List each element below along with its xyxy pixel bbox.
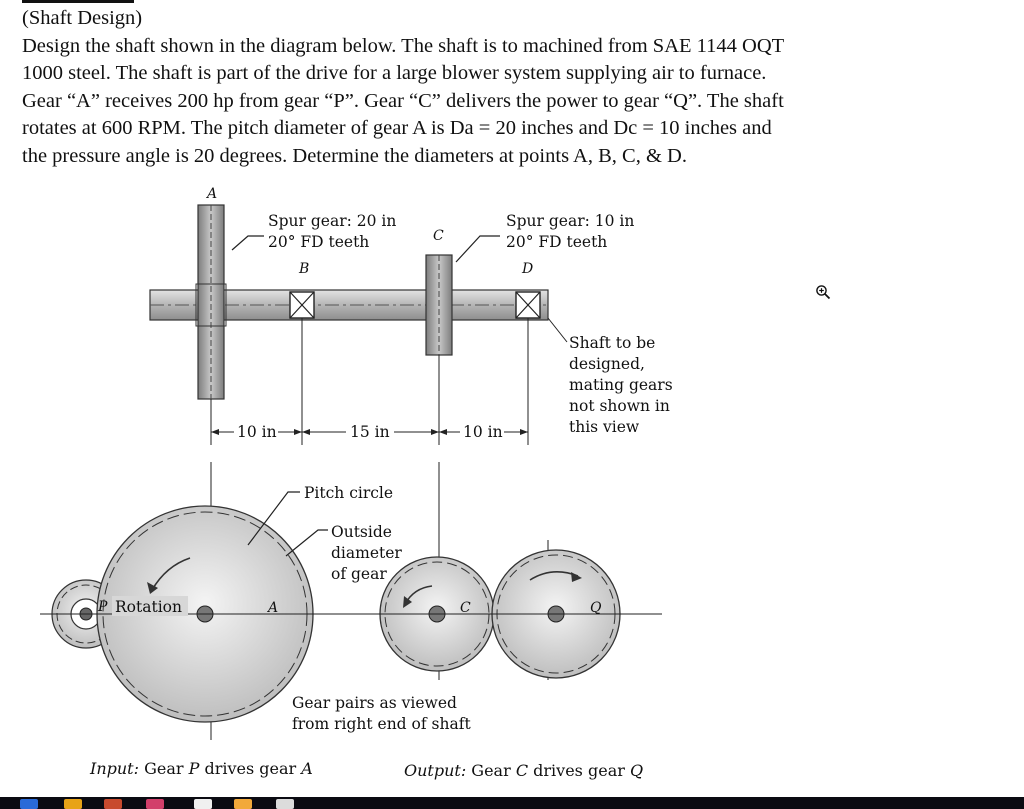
dimension-bc: 15 in	[350, 423, 390, 441]
problem-line-3: Gear “A” receives 200 hp from gear “P”. Gear “C” delivers the power to gear “Q”. The shaft	[22, 89, 784, 112]
gear-c-spec-line-2: 20° FD teeth	[506, 233, 608, 251]
outside-diameter-line-2: diameter	[331, 544, 402, 562]
taskbar-app-icon[interactable]	[194, 799, 212, 809]
pitch-circle-label: Pitch circle	[304, 484, 394, 502]
shaft-note-line-3: mating gears	[569, 376, 673, 394]
output-caption: Output: Gear C drives gear Q	[404, 761, 644, 780]
shaft-note-line-2: designed,	[569, 355, 645, 373]
taskbar-app-icon[interactable]	[64, 799, 82, 809]
taskbar-app-icon[interactable]	[104, 799, 122, 809]
shaft-note-line-1: Shaft to be	[569, 334, 656, 352]
shaft-note-line-5: this view	[569, 418, 640, 436]
gear-a-spec-line-2: 20° FD teeth	[268, 233, 370, 251]
zoom-in-icon[interactable]	[815, 284, 831, 300]
problem-line-1: Design the shaft shown in the diagram below. The shaft is to machined from SAE 1144 OQT	[22, 34, 785, 57]
dimension-cd: 10 in	[463, 423, 503, 441]
point-d-label: D	[522, 261, 534, 277]
gear-a-spec-line-1: Spur gear: 20 in	[268, 212, 397, 230]
bearing-d	[516, 292, 540, 318]
problem-line-5: the pressure angle is 20 degrees. Determine the diameters at points A, B, C, & D.	[22, 144, 687, 167]
taskbar-app-icon[interactable]	[20, 799, 38, 809]
problem-line-2: 1000 steel. The shaft is part of the drive for a large blower system supplying air to furnace.	[22, 62, 767, 85]
gear-p-label: P	[98, 599, 108, 615]
dimension-ab: 10 in	[237, 423, 277, 441]
input-caption: Input: Gear P drives gear A	[90, 759, 313, 778]
gear-a-end-label: A	[268, 600, 279, 616]
rotation-label: Rotation	[115, 598, 182, 616]
bearing-b	[290, 292, 314, 318]
outside-diameter-line-1: Outside	[331, 523, 392, 541]
taskbar-app-icon[interactable]	[276, 799, 294, 809]
taskbar-app-icon[interactable]	[234, 799, 252, 809]
gear-q-end-label: Q	[590, 600, 602, 616]
point-c-label: C	[433, 228, 444, 244]
gear-c-spec-line-1: Spur gear: 10 in	[506, 212, 635, 230]
view-note-line-2: from right end of shaft	[292, 715, 471, 733]
view-note-line-1: Gear pairs as viewed	[292, 694, 457, 712]
outside-diameter-line-3: of gear	[331, 565, 387, 583]
problem-line-4: rotates at 600 RPM. The pitch diameter of gear A is Da = 20 inches and Dc = 10 inches and	[22, 117, 772, 140]
point-b-label: B	[299, 261, 310, 277]
taskbar-app-icon[interactable]	[146, 799, 164, 809]
problem-title: (Shaft Design)	[22, 7, 143, 29]
point-a-label: A	[207, 186, 218, 202]
shaft-note-line-4: not shown in	[569, 397, 670, 415]
gear-c-end-label: C	[460, 600, 471, 616]
